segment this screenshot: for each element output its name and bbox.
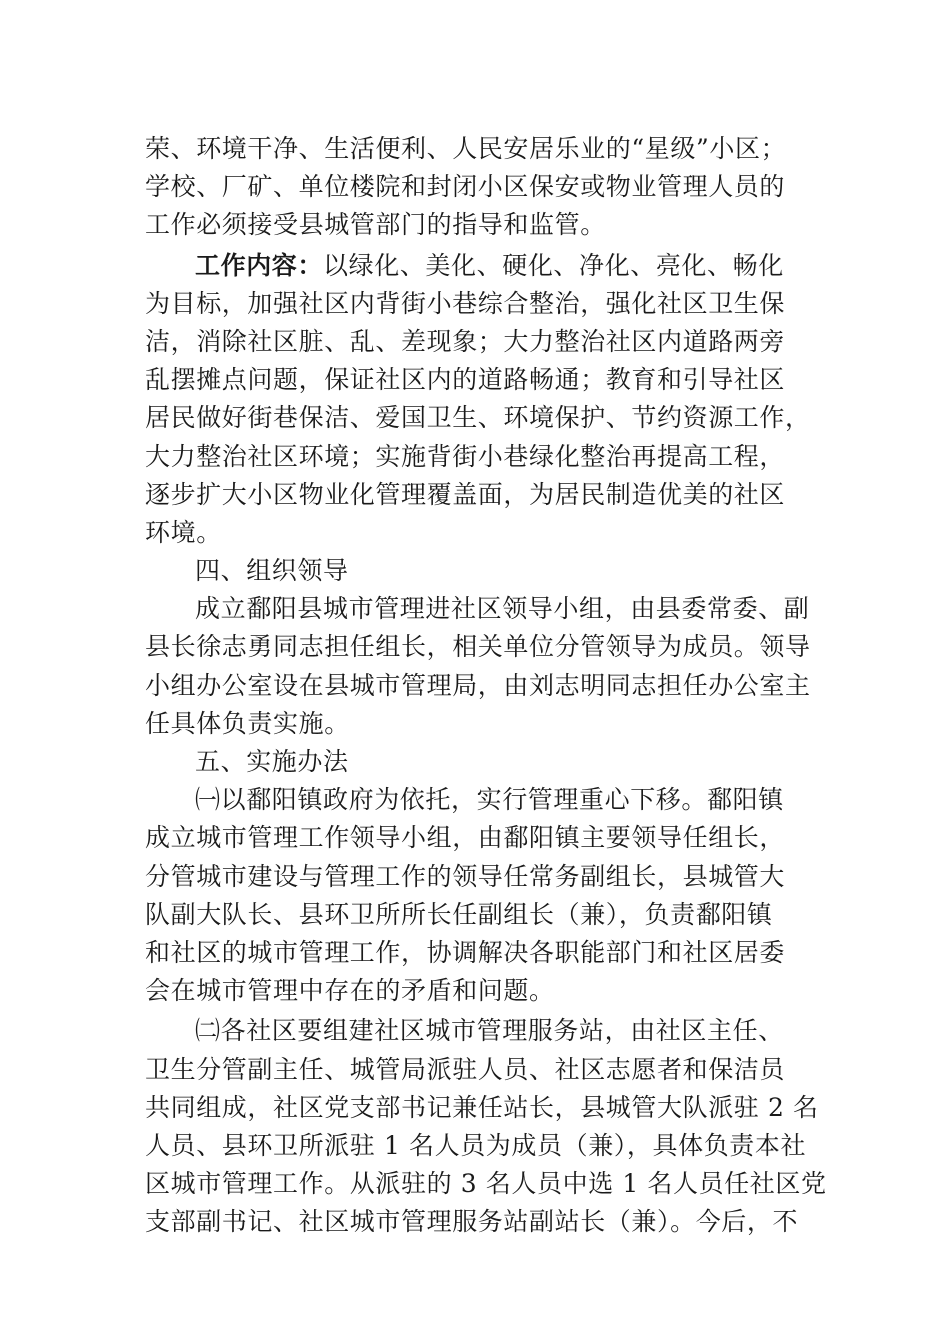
work-content-label: 工作内容：: [195, 250, 324, 280]
section-heading-implementation: 五、实施办法: [195, 747, 349, 776]
section-heading-organization: 四、组织领导: [195, 556, 349, 586]
text-line: 会在城市管理中存在的矛盾和问题。: [145, 976, 555, 1006]
text-line: 人员、县环卫所派驻 1 名人员为成员（兼），具体负责本社: [145, 1130, 807, 1160]
text-line: 共同组成，社区党支部书记兼任站长，县城管大队派驻 2 名: [145, 1092, 819, 1122]
text-line: 卫生分管副主任、城管局派驻人员、社区志愿者和保洁员: [145, 1054, 786, 1084]
text-line: 乱摆摊点问题，保证社区内的道路畅通；教育和引导社区: [145, 365, 786, 395]
text-line: 工作必须接受县城管部门的指导和监管。: [145, 210, 606, 240]
text-line: 成立鄱阳县城市管理进社区领导小组，由县委常委、副: [195, 594, 810, 624]
text-line: 队副大队长、县环卫所所长任副组长（兼），负责鄱阳镇: [145, 899, 773, 929]
text-line: 成立城市管理工作领导小组，由鄱阳镇主要领导任组长，: [145, 823, 786, 853]
text-line: 学校、厂矿、单位楼院和封闭小区保安或物业管理人员的: [145, 172, 786, 202]
text-line: 区城市管理工作。从派驻的 3 名人员中选 1 名人员任社区党: [145, 1169, 827, 1199]
text-line: 和社区的城市管理工作，协调解决各职能部门和社区居委: [145, 937, 786, 967]
text-line: 荣、环境干净、生活便利、人民安居乐业的“星级”小区；: [145, 134, 787, 163]
text-line: 小组办公室设在县城市管理局，由刘志明同志担任办公室主: [145, 670, 811, 700]
text-line: 洁，消除社区脏、乱、差现象；大力整治社区内道路两旁: [145, 326, 786, 356]
text-line: 任具体负责实施。: [145, 708, 350, 738]
text-line: 环境。: [145, 517, 222, 547]
text-line: 支部副书记、社区城市管理服务站副站长（兼）。今后，不: [145, 1207, 799, 1237]
text-line: ㈡各社区要组建社区城市管理服务站，由社区主任、: [195, 1016, 784, 1046]
text-line: 以绿化、美化、硬化、净化、亮化、畅化: [323, 250, 784, 280]
text-line: 居民做好街巷保洁、爱国卫生、环境保护、节约资源工作，: [145, 403, 811, 433]
text-line: 县长徐志勇同志担任组长，相关单位分管领导为成员。领导: [145, 632, 811, 662]
text-line: 分管城市建设与管理工作的领导任常务副组长，县城管大: [145, 861, 786, 891]
text-line: ㈠以鄱阳镇政府为依托，实行管理重心下移。鄱阳镇: [195, 785, 784, 815]
document-body: [145, 130, 827, 1241]
text-line: 逐步扩大小区物业化管理覆盖面，为居民制造优美的社区: [145, 479, 786, 509]
text-line: 为目标，加强社区内背街小巷综合整治，强化社区卫生保: [145, 288, 786, 318]
text-line: 大力整治社区环境；实施背街小巷绿化整治再提高工程，: [145, 441, 786, 471]
paragraph-work-content: [145, 247, 805, 285]
